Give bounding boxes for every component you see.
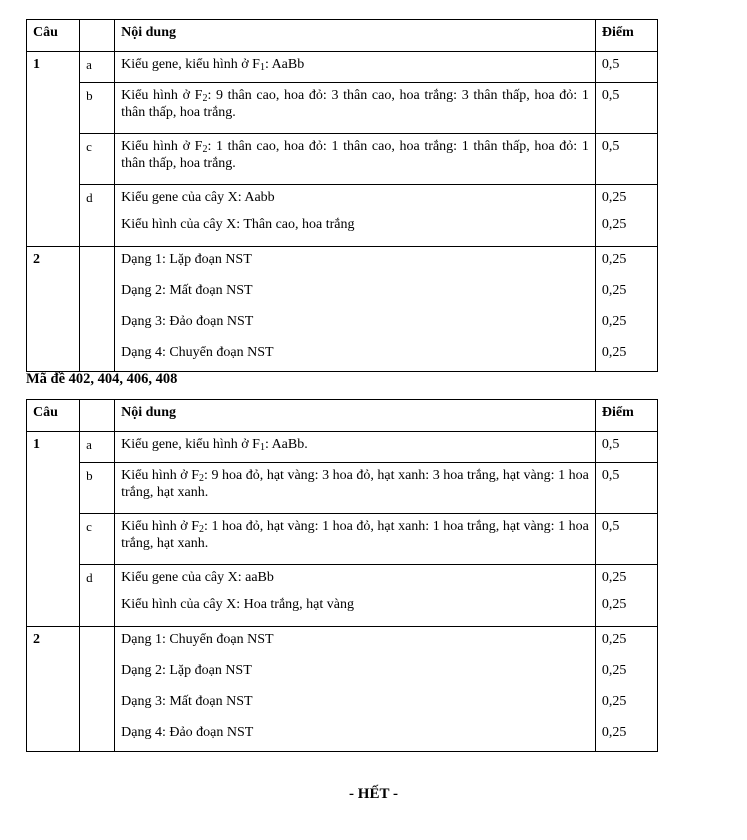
header-noidung: Nội dung [121,405,176,420]
table-row [27,565,658,627]
answer-text: Kiểu hình của cây X: Hoa trắng, hạt vàng [121,597,354,612]
score: 0,25 [601,283,627,298]
answer-text: Dạng 2: Mất đoạn NST [121,283,253,298]
answer-text: Dạng 1: Lặp đoạn NST [121,252,252,267]
answer-text: Dạng 3: Mất đoạn NST [121,694,253,709]
score: 0,25 [601,725,627,740]
answer-text: Kiểu hình ở $F_2$: 9 thân cao, hoa đỏ: 3 thân cao, hoa trắng: 3 thân thấp, hoa đỏ: 1 thân thấp, hoa trắng. [121,88,589,120]
sub-question-letter: c [86,519,92,534]
score: 0,25 [601,217,627,232]
score: 0,25 [601,345,627,360]
score: 0,5 [601,88,620,103]
score: 0,25 [601,694,627,709]
score: 0,5 [601,57,620,72]
answer-table-1 [26,19,658,372]
score: 0,25 [601,252,627,267]
header-diem: Điểm [601,25,634,40]
table-row [27,247,658,372]
header-noidung: Nội dung [121,25,176,40]
score: 0,5 [601,468,620,483]
sub-question-letter: b [86,88,93,103]
answer-text: Kiểu gene, kiểu hình ở $F_1$: AaBb [121,57,305,73]
sub-question-letter: d [86,570,93,585]
question-number: 2 [33,252,40,267]
answer-text: Kiểu gene của cây X: aaBb [121,570,274,585]
end-marker: - HẾT - [349,786,398,802]
answer-text: Kiểu gene của cây X: Aabb [121,190,275,205]
sub-question-letter: d [86,190,93,205]
score: 0,25 [601,314,627,329]
score: 0,25 [601,190,627,205]
table-row [27,52,658,83]
table-row [27,514,658,565]
score: 0,25 [601,570,627,585]
answer-text: Kiểu hình của cây X: Thân cao, hoa trắng [121,217,355,232]
sub-question-letter: b [86,468,93,483]
table-row [27,463,658,514]
answer-text: Kiểu hình ở $F_2$: 9 hoa đỏ, hạt vàng: 3 hoa đỏ, hạt xanh: 3 hoa trắng, hạt vàng: 1 hoa trắng, hạt xanh. [121,468,589,500]
answer-text: Dạng 4: Đảo đoạn NST [121,725,254,740]
answer-text: Kiểu gene, kiểu hình ở $F_1$: AaBb. [121,437,308,453]
table-header-row [27,20,658,52]
answer-table-2 [26,399,658,752]
sub-question-letter: c [86,139,92,154]
table-row [27,627,658,752]
answer-text: Kiểu hình ở $F_2$: 1 hoa đỏ, hạt vàng: 1 hoa đỏ, hạt xanh: 1 hoa trắng, hạt vàng: 1 hoa trắng, hạt xanh. [121,519,589,551]
exam-code-heading: Mã đề 402, 404, 406, 408 [26,371,178,387]
score: 0,5 [601,437,620,452]
answer-text: Kiểu hình ở $F_2$: 1 thân cao, hoa đỏ: 1 thân cao, hoa trắng: 1 thân thấp, hoa đỏ: 1 thân thấp, hoa trắng. [121,139,589,171]
table-header-row [27,400,658,432]
question-number: 1 [33,437,40,452]
table-row [27,134,658,185]
sub-question-letter: a [86,437,92,452]
answer-text: Dạng 1: Chuyển đoạn NST [121,632,274,647]
score: 0,25 [601,597,627,612]
answer-text: Dạng 4: Chuyển đoạn NST [121,345,274,360]
table-row [27,432,658,463]
header-cau: Câu [33,25,58,40]
answer-text: Dạng 2: Lặp đoạn NST [121,663,252,678]
score: 0,5 [601,139,620,154]
header-diem: Điểm [601,405,634,420]
score: 0,25 [601,632,627,647]
question-number: 2 [33,632,40,647]
table-row [27,83,658,134]
question-number: 1 [33,57,40,72]
header-cau: Câu [33,405,58,420]
answer-text: Dạng 3: Đảo đoạn NST [121,314,254,329]
table-row [27,185,658,247]
sub-question-letter: a [86,57,92,72]
score: 0,5 [601,519,620,534]
score: 0,25 [601,663,627,678]
